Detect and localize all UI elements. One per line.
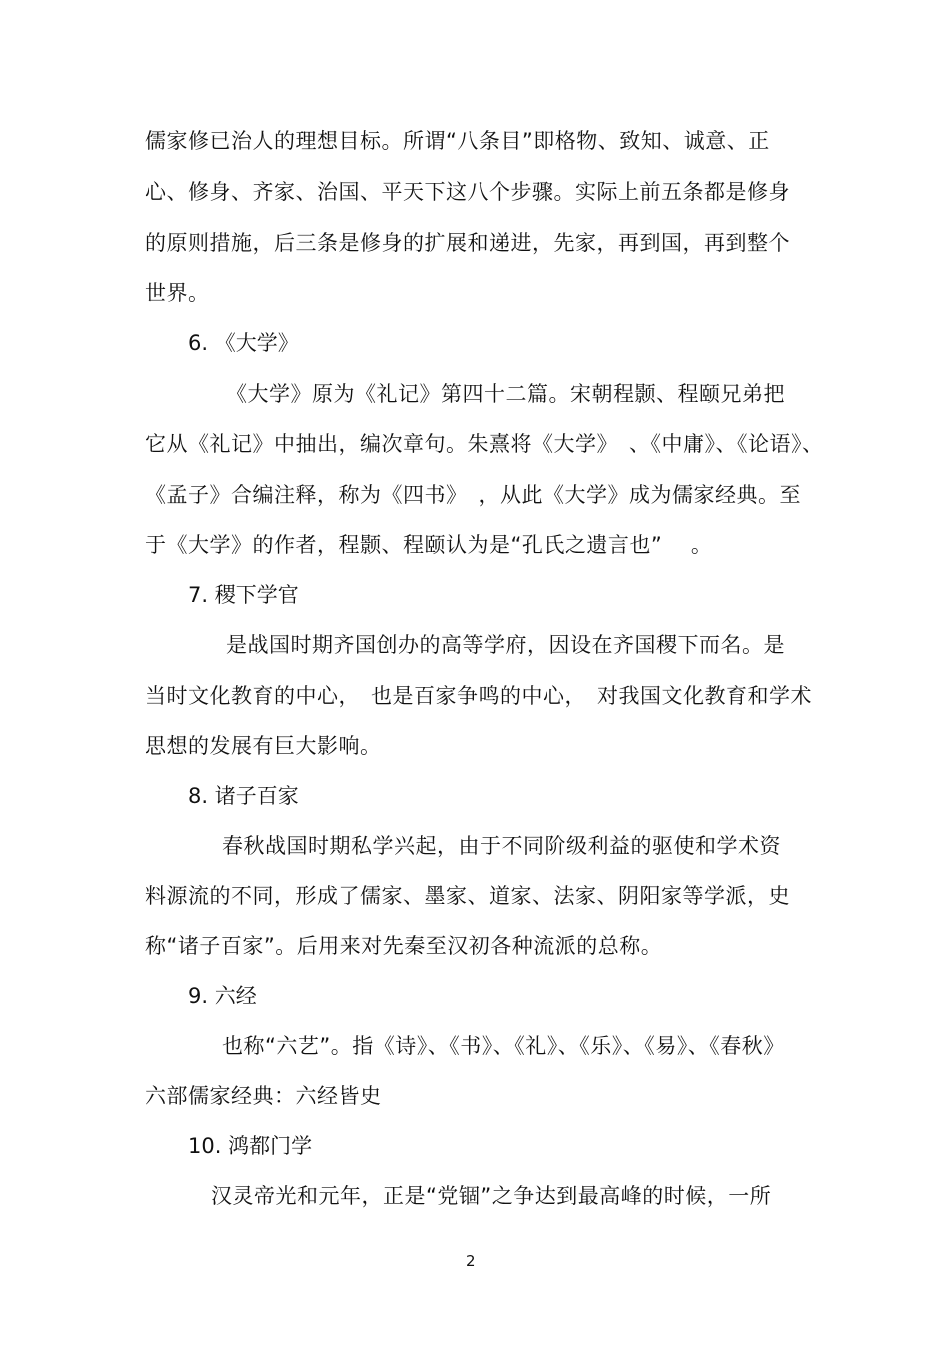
paragraph-line: 《大学》原为《礼记》第四十二篇。宋朝程颢、程颐兄弟把 [226,382,785,406]
paragraph-line: 称“诸子百家”。后用来对先秦至汉初各种流派的总称。 [145,934,663,958]
section-heading: 10. 鸿都门学 [188,1134,313,1158]
paragraph-line: 它从《礼记》中抽出，编次章句。朱熹将《大学》 、《中庸》、《论语》、 [145,432,824,456]
paragraph-line: 儒家修已治人的理想目标。所谓“八条目”即格物、致知、诚意、正 [145,129,770,153]
paragraph-line: 世界。 [145,281,210,305]
paragraph-line: 思想的发展有巨大影响。 [145,734,382,758]
section-heading: 7. 稷下学官 [188,583,299,607]
paragraph-line: 的原则措施，后三条是修身的扩展和递进，先家，再到国，再到整个 [145,231,790,255]
paragraph-line: 于《大学》的作者，程颢、程颐认为是“孔氏之遗言也” 。 [145,533,713,557]
paragraph-line: 汉灵帝光和元年，正是“党锢”之争达到最高峰的时候，一所 [211,1184,772,1208]
paragraph-line: 六部儒家经典：六经皆史 [145,1084,382,1108]
paragraph-line: 料源流的不同，形成了儒家、墨家、道家、法家、阴阳家等学派，史 [145,884,790,908]
paragraph-line: 是战国时期齐国创办的高等学府，因设在齐国稷下而名。是 [226,633,785,657]
paragraph-line: 《孟子》合编注释，称为《四书》 ，从此《大学》成为儒家经典。至 [145,483,801,507]
paragraph-line: 也称“六艺”。指《诗》、《书》、《礼》、《乐》、《易》、《春秋》 [222,1034,785,1058]
paragraph-line: 春秋战国时期私学兴起，由于不同阶级利益的驱使和学术资 [222,834,781,858]
paragraph-line: 当时文化教育的中心， 也是百家争鸣的中心， 对我国文化教育和学术 [145,684,812,708]
section-heading: 6. 《大学》 [188,331,299,355]
section-heading: 9. 六经 [188,984,257,1008]
paragraph-line: 心、修身、齐家、治国、平天下这八个步骤。实际上前五条都是修身 [145,180,790,204]
section-heading: 8. 诸子百家 [188,784,299,808]
page-number: 2 [466,1252,476,1270]
